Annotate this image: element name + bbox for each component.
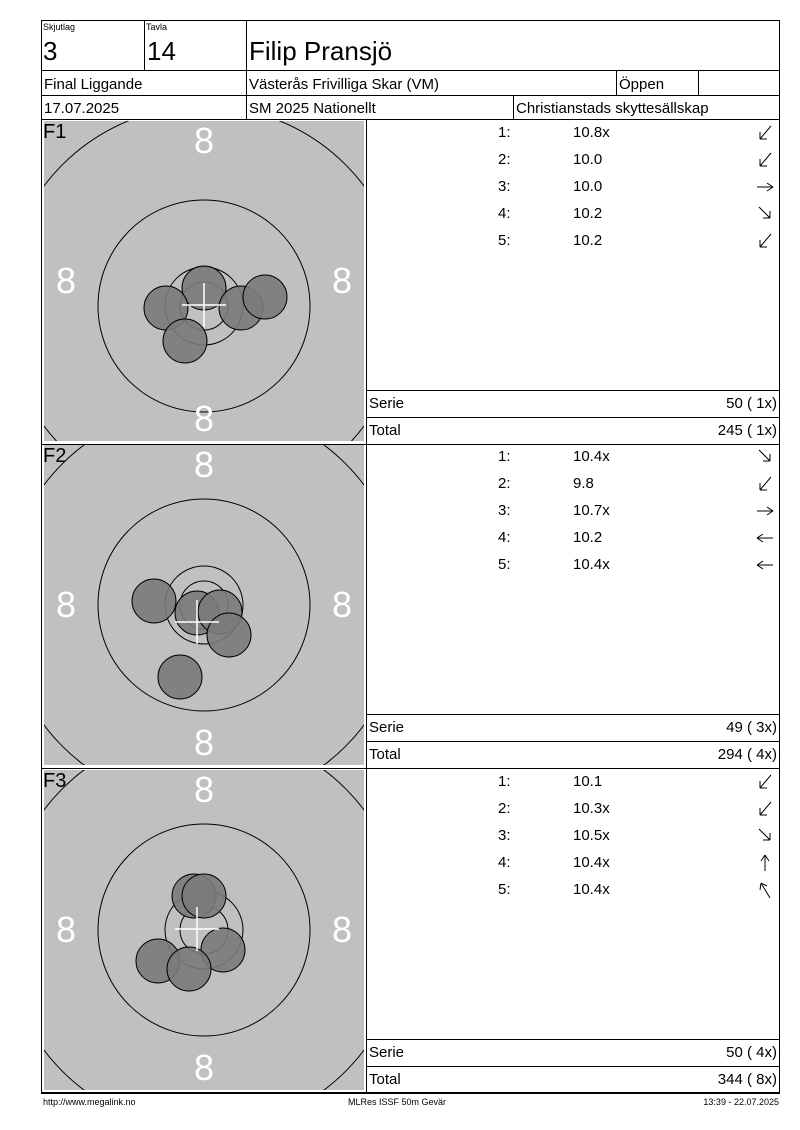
shot-number: 5: xyxy=(498,881,511,898)
total-label: Total xyxy=(369,746,401,763)
shot-score: 10.5x xyxy=(573,827,610,844)
shot-number: 2: xyxy=(498,800,511,817)
shot-score: 10.7x xyxy=(573,502,610,519)
shot-score: 10.8x xyxy=(573,124,610,141)
ring-label-left: 8 xyxy=(55,260,77,301)
shot-score: 10.2 xyxy=(573,205,603,222)
tavla-value: 14 xyxy=(147,36,176,66)
shot-number: 1: xyxy=(498,448,511,465)
shot-number: 2: xyxy=(498,475,511,492)
shot-score: 10.4x xyxy=(573,881,610,898)
down-left-arrow-icon xyxy=(754,771,776,793)
down-left-arrow-icon xyxy=(754,122,776,144)
footer-software: MLRes ISSF 50m Gevär xyxy=(348,1097,447,1107)
target-f3 xyxy=(44,770,364,1090)
ring-label-bottom: 8 xyxy=(193,398,215,439)
club-name: Västerås Frivilliga Skar (VM) xyxy=(249,76,440,93)
competition-name: SM 2025 Nationellt xyxy=(249,100,376,117)
skjutlag-value: 3 xyxy=(43,36,58,66)
date: 17.07.2025 xyxy=(44,100,120,117)
skjutlag-label: Skjutlag xyxy=(43,22,76,32)
shot-hole-2 xyxy=(132,579,176,623)
shot-score: 10.4x xyxy=(573,556,610,573)
ring-label-right: 8 xyxy=(331,260,353,301)
shot-hole-2 xyxy=(182,874,226,918)
shot-score: 9.8 xyxy=(573,475,594,492)
series-label: F1 xyxy=(43,121,67,143)
down-left-arrow-icon xyxy=(754,473,776,495)
up-left-arrow-icon xyxy=(754,879,776,901)
shot-number: 4: xyxy=(498,205,511,222)
shot-score: 10.0 xyxy=(573,151,603,168)
target-f1 xyxy=(44,121,364,441)
shot-hole-5 xyxy=(167,947,211,991)
shot-score: 10.0 xyxy=(573,178,603,195)
shot-score: 10.4x xyxy=(573,448,610,465)
footer-url[interactable]: http://www.megalink.no xyxy=(43,1097,136,1107)
serie-label: Serie xyxy=(369,719,405,736)
total-label: Total xyxy=(369,1071,401,1088)
total-value: 294 ( 4x) xyxy=(717,746,777,763)
organizer-name: Christianstads skyttesällskap xyxy=(516,100,709,117)
total-value: 245 ( 1x) xyxy=(717,422,777,439)
serie-label: Serie xyxy=(369,1044,405,1061)
shot-score: 10.4x xyxy=(573,854,610,871)
shot-number: 1: xyxy=(498,773,511,790)
down-left-arrow-icon xyxy=(754,149,776,171)
shot-score: 10.3x xyxy=(573,800,610,817)
serie-value: 50 ( 4x) xyxy=(726,1044,777,1061)
total-label: Total xyxy=(369,422,401,439)
ring-label-right: 8 xyxy=(331,909,353,950)
right-arrow-icon xyxy=(754,176,776,198)
series-label: F3 xyxy=(43,770,67,792)
shot-hole-4 xyxy=(243,275,287,319)
shot-number: 3: xyxy=(498,827,511,844)
shot-number: 3: xyxy=(498,502,511,519)
shot-number: 1: xyxy=(498,124,511,141)
ring-label-left: 8 xyxy=(55,584,77,625)
ring-label-top: 8 xyxy=(193,770,215,810)
serie-label: Serie xyxy=(369,395,405,412)
down-left-arrow-icon xyxy=(754,230,776,252)
shooter-name: Filip Pransjö xyxy=(249,36,393,66)
ring-label-top: 8 xyxy=(193,121,215,161)
shot-number: 2: xyxy=(498,151,511,168)
down-right-arrow-icon xyxy=(754,203,776,225)
shot-hole-5 xyxy=(163,319,207,363)
series-label: F2 xyxy=(43,445,67,467)
shot-hole-5 xyxy=(158,655,202,699)
ring-label-top: 8 xyxy=(193,445,215,485)
right-arrow-icon xyxy=(754,500,776,522)
ring-label-left: 8 xyxy=(55,909,77,950)
shot-score: 10.2 xyxy=(573,232,603,249)
shot-number: 3: xyxy=(498,178,511,195)
shot-number: 4: xyxy=(498,529,511,546)
shot-score: 10.1 xyxy=(573,773,603,790)
shot-number: 4: xyxy=(498,854,511,871)
ring-label-right: 8 xyxy=(331,584,353,625)
shot-number: 5: xyxy=(498,232,511,249)
serie-value: 50 ( 1x) xyxy=(726,395,777,412)
serie-value: 49 ( 3x) xyxy=(726,719,777,736)
event-name: Final Liggande xyxy=(44,76,143,93)
shot-number: 5: xyxy=(498,556,511,573)
down-right-arrow-icon xyxy=(754,825,776,847)
down-left-arrow-icon xyxy=(754,798,776,820)
shot-score: 10.2 xyxy=(573,529,603,546)
target-f2 xyxy=(44,445,364,765)
footer-timestamp: 13:39 - 22.07.2025 xyxy=(703,1097,779,1107)
shot-hole-4 xyxy=(207,613,251,657)
left-arrow-icon xyxy=(754,554,776,576)
class-name: Öppen xyxy=(619,76,665,93)
total-value: 344 ( 8x) xyxy=(717,1071,777,1088)
up-arrow-icon xyxy=(754,852,776,874)
ring-label-bottom: 8 xyxy=(193,722,215,763)
left-arrow-icon xyxy=(754,527,776,549)
tavla-label: Tavla xyxy=(146,22,168,32)
ring-label-bottom: 8 xyxy=(193,1047,215,1088)
down-right-arrow-icon xyxy=(754,446,776,468)
